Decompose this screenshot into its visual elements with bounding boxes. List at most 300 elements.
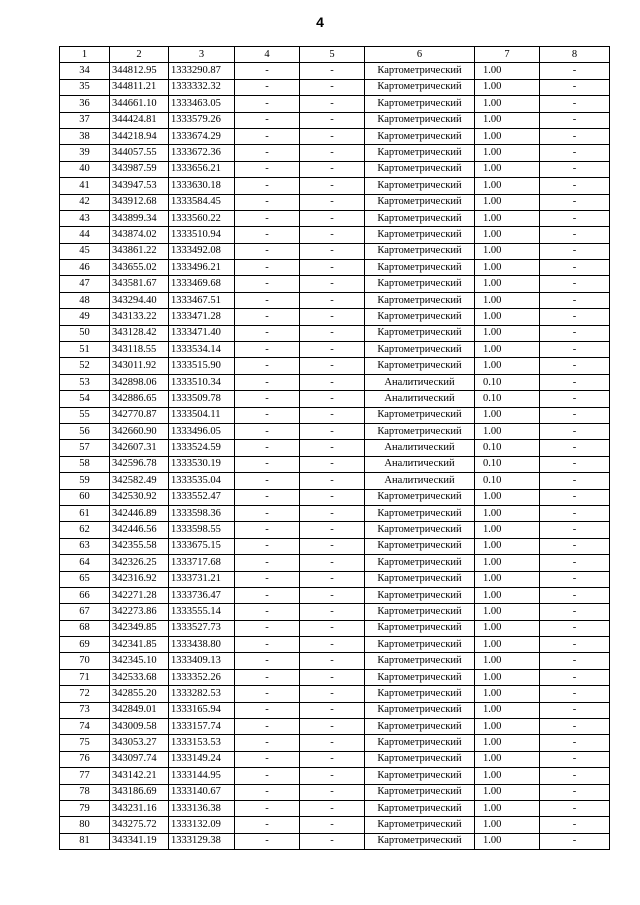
table-cell: 343142.21	[110, 768, 169, 784]
table-cell: 1.00	[475, 555, 540, 571]
table-cell: -	[235, 702, 300, 718]
table-cell: 1333165.94	[169, 702, 235, 718]
table-cell: 1333509.78	[169, 391, 235, 407]
table-cell: 1333584.45	[169, 194, 235, 210]
table-cell: 343294.40	[110, 292, 169, 308]
table-cell: Картометрический	[365, 669, 475, 685]
table-cell: Картометрический	[365, 719, 475, 735]
table-row	[60, 407, 610, 423]
table-cell: 46	[60, 260, 110, 276]
table-cell: 344812.95	[110, 63, 169, 79]
table-cell: -	[300, 751, 365, 767]
table-cell: -	[235, 817, 300, 833]
table-row	[60, 604, 610, 620]
table-row	[60, 325, 610, 341]
table-row	[60, 260, 610, 276]
table-cell: Картометрический	[365, 358, 475, 374]
table-cell: 342446.89	[110, 505, 169, 521]
table-cell: 1.00	[475, 243, 540, 259]
table-cell: -	[235, 227, 300, 243]
table-cell: 1.00	[475, 63, 540, 79]
table-cell: -	[300, 784, 365, 800]
table-cell: 342326.25	[110, 555, 169, 571]
table-cell: 53	[60, 374, 110, 390]
table-cell: 43	[60, 210, 110, 226]
table-cell: 1333530.19	[169, 456, 235, 472]
column-header: 5	[300, 47, 365, 63]
table-cell: -	[300, 128, 365, 144]
column-header: 6	[365, 47, 475, 63]
table-cell: -	[300, 423, 365, 439]
table-cell: -	[300, 358, 365, 374]
table-cell: 342582.49	[110, 473, 169, 489]
table-cell: 76	[60, 751, 110, 767]
table-row	[60, 79, 610, 95]
table-cell: -	[300, 456, 365, 472]
table-cell: -	[235, 719, 300, 735]
table-cell: 1333129.38	[169, 833, 235, 849]
table-cell: 1.00	[475, 768, 540, 784]
table-cell: -	[235, 735, 300, 751]
table-cell: Картометрический	[365, 178, 475, 194]
table-row	[60, 112, 610, 128]
table-cell: 41	[60, 178, 110, 194]
table-cell: -	[540, 587, 610, 603]
table-cell: 342341.85	[110, 637, 169, 653]
table-cell: Картометрический	[365, 309, 475, 325]
table-cell: 78	[60, 784, 110, 800]
table-cell: 56	[60, 423, 110, 439]
table-cell: Картометрический	[365, 653, 475, 669]
table-cell: 1.00	[475, 604, 540, 620]
table-cell: 0.10	[475, 456, 540, 472]
table-cell: 0.10	[475, 473, 540, 489]
table-cell: Аналитический	[365, 473, 475, 489]
table-cell: Картометрический	[365, 604, 475, 620]
table-cell: -	[540, 128, 610, 144]
table-cell: -	[540, 391, 610, 407]
table-cell: -	[235, 161, 300, 177]
table-cell: -	[540, 145, 610, 161]
table-row	[60, 555, 610, 571]
table-cell: -	[235, 128, 300, 144]
table-cell: 1.00	[475, 178, 540, 194]
table-cell: -	[300, 210, 365, 226]
table-cell: 36	[60, 96, 110, 112]
table-cell: 62	[60, 522, 110, 538]
table-cell: -	[300, 407, 365, 423]
table-cell: Картометрический	[365, 325, 475, 341]
table-cell: 66	[60, 587, 110, 603]
table-cell: Аналитический	[365, 440, 475, 456]
table-cell: -	[300, 702, 365, 718]
table-cell: 1.00	[475, 522, 540, 538]
table-cell: -	[235, 637, 300, 653]
table-cell: 1.00	[475, 145, 540, 161]
table-cell: -	[235, 833, 300, 849]
table-cell: 343912.68	[110, 194, 169, 210]
table-cell: Картометрический	[365, 292, 475, 308]
table-row	[60, 833, 610, 849]
table-cell: -	[235, 309, 300, 325]
table-cell: 343987.59	[110, 161, 169, 177]
table-cell: -	[300, 276, 365, 292]
column-header: 1	[60, 47, 110, 63]
table-cell: Картометрический	[365, 784, 475, 800]
table-cell: 1333352.26	[169, 669, 235, 685]
table-cell: -	[540, 800, 610, 816]
table-cell: -	[540, 374, 610, 390]
table-cell: 1333510.94	[169, 227, 235, 243]
table-cell: -	[540, 260, 610, 276]
table-cell: 1333717.68	[169, 555, 235, 571]
table-cell: 55	[60, 407, 110, 423]
table-cell: 1333535.04	[169, 473, 235, 489]
table-cell: 75	[60, 735, 110, 751]
table-cell: Картометрический	[365, 194, 475, 210]
table-cell: Картометрический	[365, 620, 475, 636]
table-cell: -	[540, 309, 610, 325]
table-cell: -	[300, 571, 365, 587]
table-cell: Картометрический	[365, 96, 475, 112]
table-cell: -	[235, 63, 300, 79]
table-cell: 343097.74	[110, 751, 169, 767]
table-cell: 343118.55	[110, 342, 169, 358]
table-cell: -	[300, 374, 365, 390]
table-cell: -	[540, 768, 610, 784]
table-cell: -	[540, 735, 610, 751]
table-row	[60, 620, 610, 636]
table-cell: 65	[60, 571, 110, 587]
table-cell: 342886.65	[110, 391, 169, 407]
table-cell: -	[235, 784, 300, 800]
table-cell: 342596.78	[110, 456, 169, 472]
table-cell: 342770.87	[110, 407, 169, 423]
table-cell: Картометрический	[365, 817, 475, 833]
table-cell: 342533.68	[110, 669, 169, 685]
table-row	[60, 653, 610, 669]
table-cell: 1333496.05	[169, 423, 235, 439]
table-cell: 1333282.53	[169, 686, 235, 702]
table-cell: -	[235, 96, 300, 112]
table-cell: -	[300, 342, 365, 358]
table-cell: -	[540, 161, 610, 177]
page-number: 4	[316, 14, 324, 30]
table-cell: Картометрический	[365, 79, 475, 95]
table-cell: 1.00	[475, 800, 540, 816]
table-cell: -	[540, 276, 610, 292]
table-cell: 57	[60, 440, 110, 456]
table-cell: 342316.92	[110, 571, 169, 587]
table-row	[60, 292, 610, 308]
table-cell: 344424.81	[110, 112, 169, 128]
table-cell: 342355.58	[110, 538, 169, 554]
table-cell: 343133.22	[110, 309, 169, 325]
table-cell: -	[540, 342, 610, 358]
table-cell: -	[300, 538, 365, 554]
table-cell: 60	[60, 489, 110, 505]
table-cell: -	[235, 768, 300, 784]
table-cell: -	[235, 407, 300, 423]
table-cell: 1333132.09	[169, 817, 235, 833]
table-cell: 1333527.73	[169, 620, 235, 636]
table-cell: 1333672.36	[169, 145, 235, 161]
table-cell: Картометрический	[365, 227, 475, 243]
column-header: 3	[169, 47, 235, 63]
table-cell: Картометрический	[365, 423, 475, 439]
table-row	[60, 669, 610, 685]
table-cell: Аналитический	[365, 391, 475, 407]
table-cell: -	[235, 505, 300, 521]
table-cell: 342345.10	[110, 653, 169, 669]
table-cell: -	[540, 784, 610, 800]
table-row	[60, 817, 610, 833]
table-cell: -	[540, 423, 610, 439]
table-cell: -	[540, 522, 610, 538]
table-row	[60, 719, 610, 735]
table-cell: -	[235, 374, 300, 390]
table-cell: -	[300, 96, 365, 112]
table-cell: -	[235, 276, 300, 292]
table-cell: -	[300, 309, 365, 325]
table-cell: 1333153.53	[169, 735, 235, 751]
table-cell: Картометрический	[365, 587, 475, 603]
table-cell: 1.00	[475, 817, 540, 833]
table-cell: -	[235, 522, 300, 538]
table-cell: -	[540, 571, 610, 587]
table-cell: 343128.42	[110, 325, 169, 341]
table-cell: 1333560.22	[169, 210, 235, 226]
table-row	[60, 96, 610, 112]
table-row	[60, 784, 610, 800]
table-cell: 50	[60, 325, 110, 341]
table-cell: -	[235, 325, 300, 341]
table-cell: -	[540, 604, 610, 620]
table-cell: -	[300, 112, 365, 128]
table-cell: 1.00	[475, 423, 540, 439]
table-cell: -	[540, 751, 610, 767]
table-cell: -	[540, 96, 610, 112]
table-row	[60, 440, 610, 456]
table-cell: -	[540, 473, 610, 489]
table-cell: Картометрический	[365, 63, 475, 79]
table-cell: 343186.69	[110, 784, 169, 800]
table-cell: 1333510.34	[169, 374, 235, 390]
table-row	[60, 768, 610, 784]
table-row	[60, 227, 610, 243]
table-cell: 1.00	[475, 538, 540, 554]
table-cell: 1333157.74	[169, 719, 235, 735]
table-cell: 343011.92	[110, 358, 169, 374]
table-cell: 342855.20	[110, 686, 169, 702]
table-row	[60, 63, 610, 79]
table-cell: -	[300, 587, 365, 603]
table-cell: -	[235, 571, 300, 587]
table-row	[60, 637, 610, 653]
table-cell: -	[235, 391, 300, 407]
table-cell: 37	[60, 112, 110, 128]
table-cell: 343009.58	[110, 719, 169, 735]
table-cell: 1.00	[475, 112, 540, 128]
table-cell: -	[300, 522, 365, 538]
table-cell: 42	[60, 194, 110, 210]
table-cell: 61	[60, 505, 110, 521]
table-cell: 1333630.18	[169, 178, 235, 194]
table-cell: 39	[60, 145, 110, 161]
table-cell: 1.00	[475, 653, 540, 669]
table-cell: 1.00	[475, 194, 540, 210]
table-row	[60, 571, 610, 587]
table-cell: 58	[60, 456, 110, 472]
table-cell: 67	[60, 604, 110, 620]
table-cell: 47	[60, 276, 110, 292]
table-row	[60, 423, 610, 439]
table-cell: 1333149.24	[169, 751, 235, 767]
table-cell: 69	[60, 637, 110, 653]
table-cell: -	[540, 653, 610, 669]
table-cell: -	[540, 63, 610, 79]
table-cell: 1.00	[475, 161, 540, 177]
table-cell: 1.00	[475, 358, 540, 374]
table-row	[60, 587, 610, 603]
table-cell: 1.00	[475, 637, 540, 653]
table-row	[60, 751, 610, 767]
table-cell: -	[235, 555, 300, 571]
table-cell: 34	[60, 63, 110, 79]
table-cell: -	[235, 358, 300, 374]
table-cell: Картометрический	[365, 800, 475, 816]
table-cell: Картометрический	[365, 522, 475, 538]
table-cell: -	[540, 325, 610, 341]
table-cell: -	[235, 604, 300, 620]
table-cell: 0.10	[475, 440, 540, 456]
table-cell: Картометрический	[365, 112, 475, 128]
table-cell: 1333332.32	[169, 79, 235, 95]
table-row	[60, 243, 610, 259]
table-cell: -	[300, 63, 365, 79]
table-cell: -	[540, 817, 610, 833]
table-cell: 45	[60, 243, 110, 259]
table-cell: -	[300, 817, 365, 833]
table-row	[60, 145, 610, 161]
table-cell: 1.00	[475, 587, 540, 603]
table-cell: -	[235, 669, 300, 685]
table-row	[60, 391, 610, 407]
table-row	[60, 358, 610, 374]
table-row	[60, 309, 610, 325]
table-cell: 73	[60, 702, 110, 718]
table-cell: -	[300, 440, 365, 456]
table-cell: -	[540, 227, 610, 243]
table-cell: 80	[60, 817, 110, 833]
table-cell: -	[300, 800, 365, 816]
table-cell: -	[235, 456, 300, 472]
column-header: 2	[110, 47, 169, 63]
table-cell: 1.00	[475, 489, 540, 505]
table-cell: -	[540, 489, 610, 505]
table-cell: 1.00	[475, 128, 540, 144]
table-cell: 343899.34	[110, 210, 169, 226]
table-cell: 51	[60, 342, 110, 358]
table-cell: 1.00	[475, 669, 540, 685]
table-row	[60, 505, 610, 521]
table-cell: Картометрический	[365, 637, 475, 653]
table-cell: -	[540, 719, 610, 735]
table-cell: Картометрический	[365, 555, 475, 571]
table-cell: 342349.85	[110, 620, 169, 636]
table-cell: 343655.02	[110, 260, 169, 276]
table-cell: 63	[60, 538, 110, 554]
table-cell: 342530.92	[110, 489, 169, 505]
table-cell: 343053.27	[110, 735, 169, 751]
table-cell: Картометрический	[365, 210, 475, 226]
table-cell: Картометрический	[365, 260, 475, 276]
table-cell: 343861.22	[110, 243, 169, 259]
table-cell: -	[300, 227, 365, 243]
table-cell: 1333579.26	[169, 112, 235, 128]
table-cell: Картометрический	[365, 407, 475, 423]
table-cell: Картометрический	[365, 128, 475, 144]
table-cell: -	[300, 604, 365, 620]
table-cell: -	[235, 292, 300, 308]
table-cell: 44	[60, 227, 110, 243]
table-cell: -	[235, 751, 300, 767]
table-cell: -	[540, 833, 610, 849]
table-cell: -	[300, 555, 365, 571]
table-cell: 1.00	[475, 686, 540, 702]
table-cell: 343341.19	[110, 833, 169, 849]
table-cell: 1.00	[475, 96, 540, 112]
table-cell: -	[540, 178, 610, 194]
table-cell: 52	[60, 358, 110, 374]
table-row	[60, 178, 610, 194]
table-cell: -	[300, 325, 365, 341]
table-cell: -	[235, 260, 300, 276]
table-row	[60, 456, 610, 472]
table-cell: -	[540, 243, 610, 259]
table-cell: Картометрический	[365, 243, 475, 259]
table-row	[60, 210, 610, 226]
table-cell: 1.00	[475, 571, 540, 587]
table-cell: Картометрический	[365, 489, 475, 505]
table-cell: -	[235, 800, 300, 816]
table-cell: 59	[60, 473, 110, 489]
table-row	[60, 522, 610, 538]
table-cell: 81	[60, 833, 110, 849]
table-row	[60, 194, 610, 210]
table-cell: 1.00	[475, 702, 540, 718]
table-cell: 1333674.29	[169, 128, 235, 144]
table-cell: -	[540, 440, 610, 456]
table-cell: 344057.55	[110, 145, 169, 161]
table-cell: Картометрический	[365, 571, 475, 587]
table-cell: -	[540, 686, 610, 702]
table-cell: Картометрический	[365, 735, 475, 751]
column-header: 4	[235, 47, 300, 63]
table-cell: Аналитический	[365, 374, 475, 390]
table-cell: -	[300, 243, 365, 259]
table-cell: Картометрический	[365, 702, 475, 718]
table-cell: 1333290.87	[169, 63, 235, 79]
table-cell: 0.10	[475, 391, 540, 407]
table-cell: 1.00	[475, 342, 540, 358]
table-cell: 1333515.90	[169, 358, 235, 374]
table-cell: 343581.67	[110, 276, 169, 292]
table-cell: Картометрический	[365, 342, 475, 358]
table-cell: 342849.01	[110, 702, 169, 718]
table-cell: 35	[60, 79, 110, 95]
table-cell: 54	[60, 391, 110, 407]
